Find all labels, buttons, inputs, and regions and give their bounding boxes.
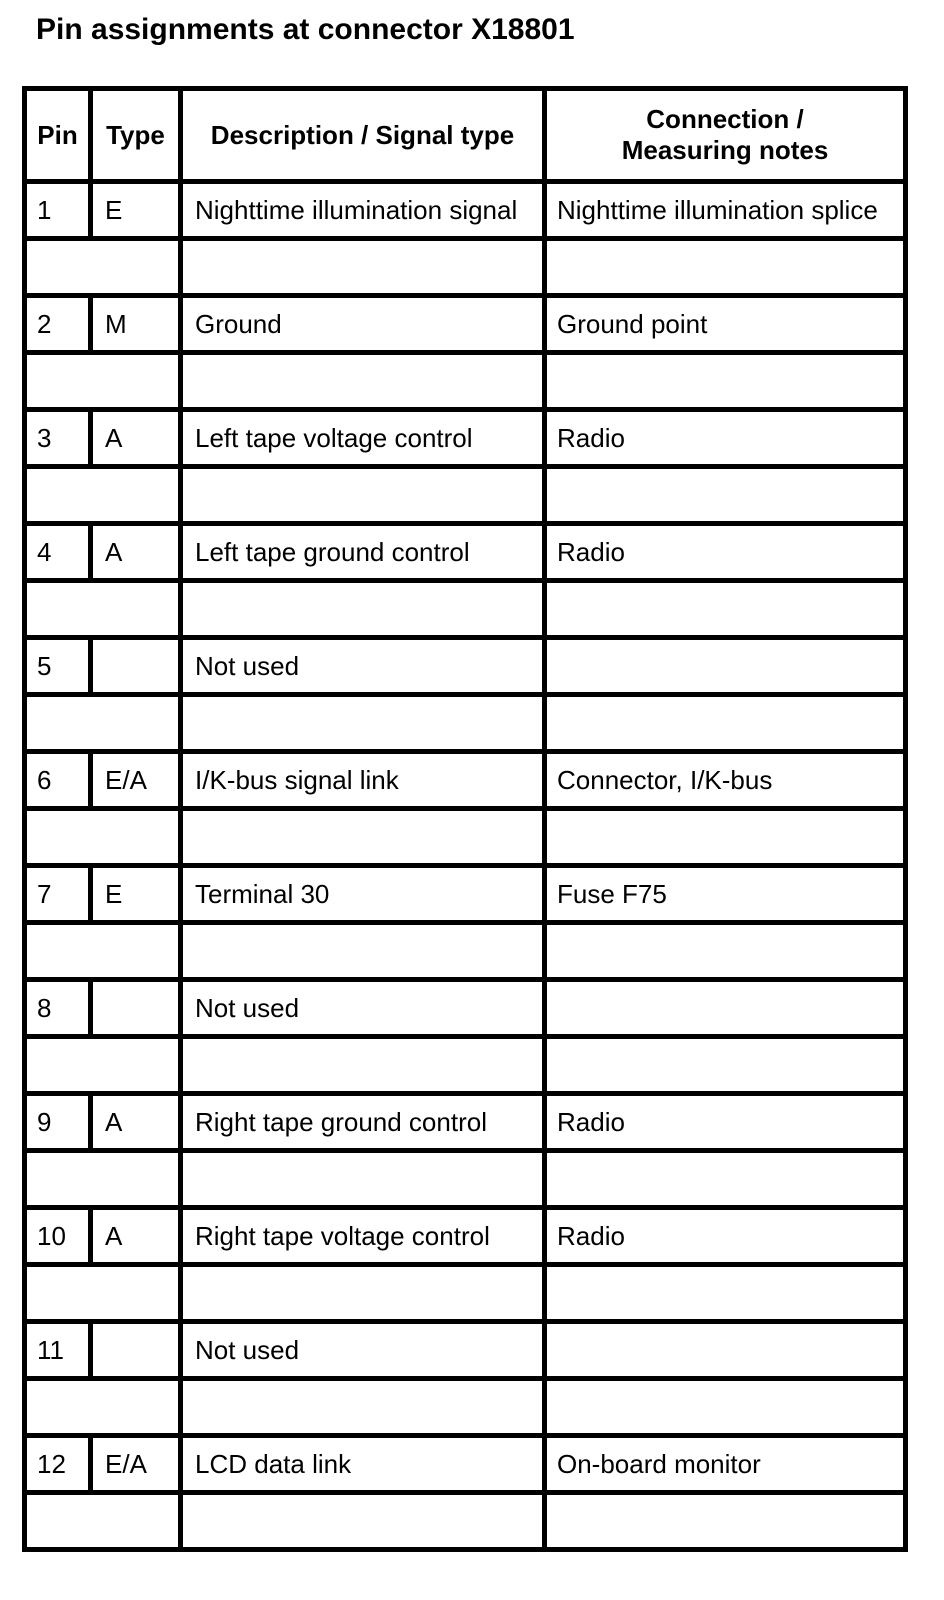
spacer-cell-connection	[547, 355, 908, 407]
table-spacer-row	[27, 1039, 908, 1096]
table-spacer-row	[27, 355, 908, 412]
spacer-cell-connection	[547, 583, 908, 635]
pin-cell: 3	[27, 412, 93, 464]
table-row	[27, 1438, 908, 1495]
table-row	[27, 184, 908, 241]
spacer-cell-description	[183, 811, 547, 863]
table-spacer-row	[27, 1495, 908, 1552]
description-cell: Nighttime illumination signal	[183, 184, 547, 236]
description-cell: I/K-bus signal link	[183, 754, 547, 806]
description-cell: Ground	[183, 298, 547, 350]
table-row	[27, 754, 908, 811]
description-cell: Terminal 30	[183, 868, 547, 920]
connection-cell: On-board monitor	[547, 1438, 908, 1490]
spacer-cell-description	[183, 1495, 547, 1547]
table-body	[27, 184, 908, 1552]
header-pin: Pin	[27, 91, 93, 179]
connection-cell: Ground point	[547, 298, 908, 350]
header-connection	[547, 91, 908, 179]
spacer-cell-connection	[547, 697, 908, 749]
spacer-cell-pin-type	[27, 1381, 183, 1433]
table-row	[27, 1096, 908, 1153]
connection-cell	[547, 1324, 908, 1376]
description-cell: LCD data link	[183, 1438, 547, 1490]
connection-cell: Radio	[547, 1210, 908, 1262]
spacer-cell-pin-type	[27, 355, 183, 407]
pin-cell: 7	[27, 868, 93, 920]
page-title: Pin assignments at connector X18801	[36, 13, 575, 46]
spacer-cell-description	[183, 1267, 547, 1319]
spacer-cell-connection	[547, 1381, 908, 1433]
spacer-cell-connection	[547, 469, 908, 521]
table-spacer-row	[27, 697, 908, 754]
header-description: Description / Signal type	[183, 91, 547, 179]
type-cell	[93, 982, 183, 1034]
spacer-cell-description	[183, 583, 547, 635]
connection-cell	[547, 640, 908, 692]
connection-cell: Radio	[547, 526, 908, 578]
table-spacer-row	[27, 1153, 908, 1210]
connection-cell: Radio	[547, 412, 908, 464]
spacer-cell-connection	[547, 925, 908, 977]
spacer-cell-pin-type	[27, 469, 183, 521]
header-connection-line2: Measuring notes	[621, 135, 829, 165]
table-row	[27, 640, 908, 697]
type-cell: A	[93, 526, 183, 578]
table-spacer-row	[27, 469, 908, 526]
spacer-cell-description	[183, 1381, 547, 1433]
pin-cell: 5	[27, 640, 93, 692]
spacer-cell-pin-type	[27, 1267, 183, 1319]
description-cell: Right tape voltage control	[183, 1210, 547, 1262]
spacer-cell-pin-type	[27, 925, 183, 977]
type-cell: M	[93, 298, 183, 350]
spacer-cell-pin-type	[27, 1495, 183, 1547]
type-cell: E	[93, 868, 183, 920]
spacer-cell-pin-type	[27, 1039, 183, 1091]
spacer-cell-pin-type	[27, 583, 183, 635]
pin-cell: 8	[27, 982, 93, 1034]
type-cell: E/A	[93, 1438, 183, 1490]
type-cell	[93, 640, 183, 692]
connection-cell: Radio	[547, 1096, 908, 1148]
type-cell: E/A	[93, 754, 183, 806]
spacer-cell-connection	[547, 1039, 908, 1091]
spacer-cell-pin-type	[27, 697, 183, 749]
pin-cell: 6	[27, 754, 93, 806]
description-cell: Left tape ground control	[183, 526, 547, 578]
type-cell: A	[93, 412, 183, 464]
spacer-cell-description	[183, 1153, 547, 1205]
pin-cell: 10	[27, 1210, 93, 1262]
spacer-cell-description	[183, 469, 547, 521]
spacer-cell-pin-type	[27, 811, 183, 863]
table-row	[27, 298, 908, 355]
spacer-cell-connection	[547, 241, 908, 293]
connection-cell: Fuse F75	[547, 868, 908, 920]
description-cell: Not used	[183, 640, 547, 692]
spacer-cell-connection	[547, 1495, 908, 1547]
description-cell: Right tape ground control	[183, 1096, 547, 1148]
description-cell: Left tape voltage control	[183, 412, 547, 464]
pin-cell: 1	[27, 184, 93, 236]
header-type: Type	[93, 91, 183, 179]
table-spacer-row	[27, 241, 908, 298]
spacer-cell-description	[183, 697, 547, 749]
pin-cell: 11	[27, 1324, 93, 1376]
pin-cell: 2	[27, 298, 93, 350]
spacer-cell-pin-type	[27, 1153, 183, 1205]
pin-assignment-table	[22, 86, 908, 1552]
table-row	[27, 526, 908, 583]
pin-cell: 9	[27, 1096, 93, 1148]
type-cell	[93, 1324, 183, 1376]
connection-cell: Connector, I/K-bus	[547, 754, 908, 806]
type-cell: E	[93, 184, 183, 236]
table-spacer-row	[27, 925, 908, 982]
table-spacer-row	[27, 1381, 908, 1438]
description-cell: Not used	[183, 1324, 547, 1376]
spacer-cell-description	[183, 925, 547, 977]
spacer-cell-connection	[547, 811, 908, 863]
type-cell: A	[93, 1096, 183, 1148]
header-connection-line1: Connection /	[646, 104, 804, 134]
spacer-cell-connection	[547, 1153, 908, 1205]
table-row	[27, 868, 908, 925]
spacer-cell-pin-type	[27, 241, 183, 293]
connection-cell: Nighttime illumination splice	[547, 184, 908, 236]
connection-cell	[547, 982, 908, 1034]
table-row	[27, 412, 908, 469]
description-cell: Not used	[183, 982, 547, 1034]
spacer-cell-description	[183, 1039, 547, 1091]
type-cell: A	[93, 1210, 183, 1262]
pin-cell: 4	[27, 526, 93, 578]
table-row	[27, 1210, 908, 1267]
spacer-cell-connection	[547, 1267, 908, 1319]
spacer-cell-description	[183, 355, 547, 407]
table-header-row	[27, 91, 908, 184]
table-spacer-row	[27, 811, 908, 868]
pin-cell: 12	[27, 1438, 93, 1490]
table-row	[27, 982, 908, 1039]
table-spacer-row	[27, 583, 908, 640]
spacer-cell-description	[183, 241, 547, 293]
table-spacer-row	[27, 1267, 908, 1324]
table-row	[27, 1324, 908, 1381]
